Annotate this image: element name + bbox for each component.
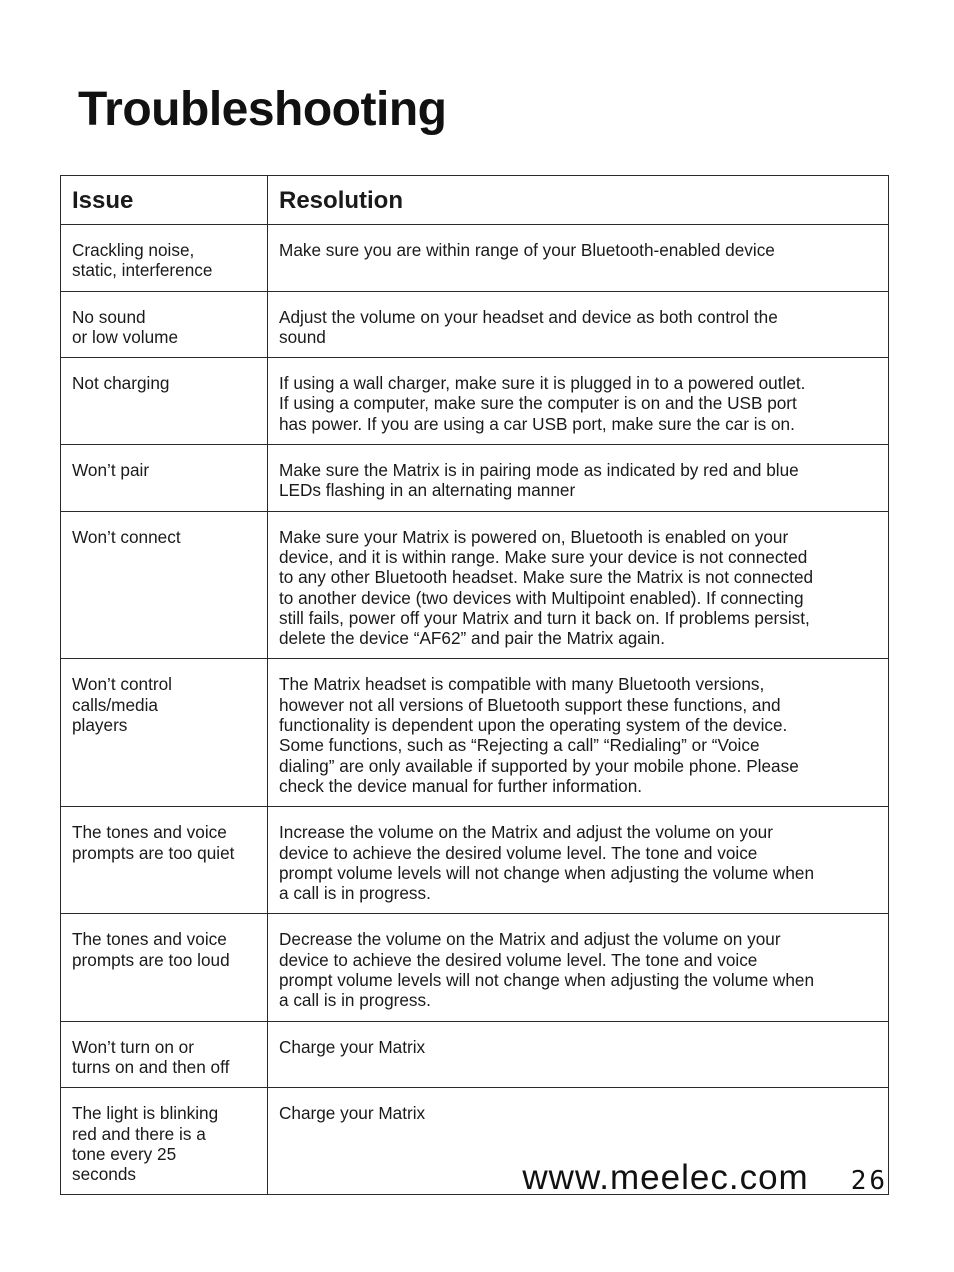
table-row bbox=[61, 225, 889, 292]
issue-text: Not charging bbox=[72, 373, 170, 394]
table-row bbox=[61, 659, 889, 807]
resolution-text: Adjust the volume on your headset and device as both control the sound bbox=[279, 306, 778, 347]
resolution-cell bbox=[268, 1021, 889, 1088]
resolution-text: Charge your Matrix bbox=[279, 1103, 426, 1124]
issue-cell bbox=[61, 445, 268, 512]
issue-text: No sound or low volume bbox=[72, 306, 179, 347]
resolution-text: Make sure you are within range of your Bluetooth-enabled device bbox=[279, 240, 775, 260]
resolution-text: The Matrix headset is compatible with many Bluetooth versions, however not all versions of Bluetooth support these functions, and functionality is dependent upon the operating system of the device. Some functions, such as “Rejecting a call” “Redialing” or “Voice dialing” are only available if supported by your mobile phone. Please check the device manual for further information. bbox=[279, 674, 799, 796]
resolution-cell bbox=[268, 807, 889, 914]
resolution-cell bbox=[268, 358, 889, 445]
issue-cell bbox=[61, 358, 268, 445]
issue-cell bbox=[61, 807, 268, 914]
table-row bbox=[61, 1021, 889, 1088]
resolution-cell bbox=[268, 291, 889, 358]
table-row bbox=[61, 807, 889, 914]
resolution-text: Increase the volume on the Matrix and adjust the volume on your device to achieve the desired volume level. The tone and voice prompt volume levels will not change when adjusting the volume when a call is in progress. bbox=[279, 822, 815, 904]
resolution-cell bbox=[268, 914, 889, 1021]
issue-text: Crackling noise, static, interference bbox=[72, 240, 213, 281]
troubleshooting-table bbox=[60, 175, 889, 1195]
table-row bbox=[61, 445, 889, 512]
table-row bbox=[61, 511, 889, 659]
issue-cell bbox=[61, 225, 268, 292]
resolution-cell bbox=[268, 659, 889, 807]
issue-text: Won’t pair bbox=[72, 460, 150, 481]
table-row bbox=[61, 914, 889, 1021]
page-title: Troubleshooting bbox=[78, 83, 447, 136]
resolution-cell bbox=[268, 225, 889, 292]
issue-cell bbox=[61, 1021, 268, 1088]
issue-text: Won’t control calls/media players bbox=[72, 674, 172, 736]
issue-text: Won’t turn on or turns on and then off bbox=[72, 1036, 230, 1077]
resolution-cell bbox=[268, 445, 889, 512]
issue-cell bbox=[61, 1088, 268, 1195]
website-url: www.meelec.com bbox=[522, 1158, 809, 1197]
resolution-text: Make sure your Matrix is powered on, Bluetooth is enabled on your device, and it is within range. Make sure your device is not connected to any other Bluetooth headset. Make sure the Matrix is not connected to another device (two devices with Multipoint enabled). If connecting still fails, power off your Matrix and turn it back on. If problems persist, delete the device “AF62” and pair the Matrix again. bbox=[279, 526, 814, 649]
resolution-text: Make sure the Matrix is in pairing mode as indicated by red and blue LEDs flashing in an alternating manner bbox=[279, 460, 799, 501]
issue-text: The tones and voice prompts are too loud bbox=[72, 929, 230, 970]
issue-text: Won’t connect bbox=[72, 526, 181, 547]
table-header-row bbox=[61, 176, 889, 225]
issue-cell bbox=[61, 914, 268, 1021]
page-footer bbox=[522, 1158, 888, 1198]
table-row bbox=[61, 291, 889, 358]
issue-text: The tones and voice prompts are too quiet bbox=[72, 822, 235, 863]
resolution-text: Decrease the volume on the Matrix and adjust the volume on your device to achieve the desired volume level. The tone and voice prompt volume levels will not change when adjusting the volume when a call is in progress. bbox=[279, 929, 815, 1011]
table-row bbox=[61, 358, 889, 445]
resolution-column-header: Resolution bbox=[268, 176, 889, 225]
issue-cell bbox=[61, 291, 268, 358]
page-number: 26 bbox=[850, 1166, 888, 1196]
resolution-text: If using a wall charger, make sure it is plugged in to a powered outlet. If using a computer, make sure the computer is on and the USB port has power. If you are using a car USB port, make sure the car is on. bbox=[279, 373, 806, 434]
resolution-text: Charge your Matrix bbox=[279, 1036, 426, 1057]
resolution-cell bbox=[268, 511, 889, 659]
issue-column-header: Issue bbox=[61, 176, 268, 225]
issue-cell bbox=[61, 659, 268, 807]
issue-cell bbox=[61, 511, 268, 659]
issue-text: The light is blinking red and there is a tone every 25 seconds bbox=[72, 1103, 219, 1185]
